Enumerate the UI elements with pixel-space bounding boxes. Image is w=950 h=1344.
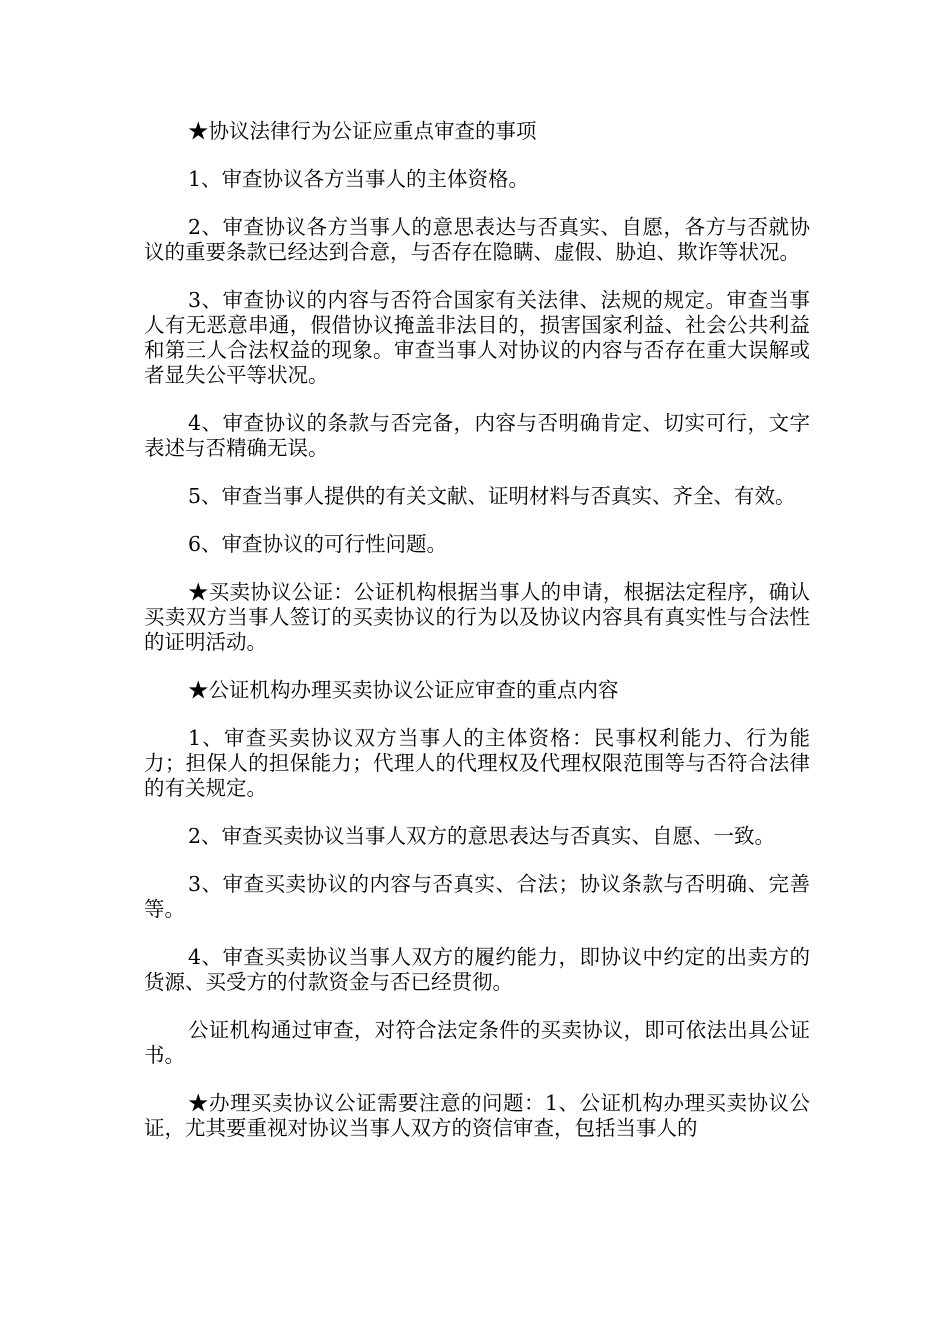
paragraph-issue-certificate: 公证机构通过审查，对符合法定条件的买卖协议，即可依法出具公证书。 [144, 1018, 810, 1067]
paragraph-item-2: 2、审查协议各方当事人的意思表达与否真实、自愿，各方与否就协议的重要条款已经达到合意，与否存在隐瞒、虚假、胁迫、欺诈等状况。 [144, 215, 810, 264]
paragraph-item-6: 6、审查协议的可行性问题。 [188, 532, 448, 556]
paragraph-item-3: 3、审查协议的内容与否符合国家有关法律、法规的规定。审查当事人有无恶意串通，假借协议掩盖非法目的，损害国家利益、社会公共利益和第三人合法权益的现象。审查当事人对协议的内容与否存在重大误解或者显失公平等状况。 [144, 288, 810, 387]
paragraph-sales-item-4: 4、审查买卖协议当事人双方的履约能力，即协议中约定的出卖方的货源、买受方的付款资金与否已经贯彻。 [144, 945, 810, 994]
paragraph-sales-item-2: 2、审查买卖协议当事人双方的意思表达与否真实、自愿、一致。 [188, 824, 776, 848]
paragraph-item-4: 4、审查协议的条款与否完备，内容与否明确肯定、切实可行，文字表述与否精确无误。 [144, 411, 810, 460]
paragraph-item-1: 1、审查协议各方当事人的主体资格。 [188, 167, 530, 191]
heading-agreement-review-items: ★协议法律行为公证应重点审查的事项 [188, 119, 537, 143]
paragraph-sales-item-1: 1、审查买卖协议双方当事人的主体资格：民事权利能力、行为能力；担保人的担保能力；代理人的代理权及代理权限范围等与否符合法律的有关规定。 [144, 726, 810, 800]
paragraph-sales-item-3: 3、审查买卖协议的内容与否真实、合法；协议条款与否明确、完善等。 [144, 872, 810, 921]
paragraph-notes-issues: ★办理买卖协议公证需要注意的问题：1、公证机构办理买卖协议公证，尤其要重视对协议当事人双方的资信审查，包括当事人的 [144, 1091, 810, 1140]
paragraph-sales-notarization-definition: ★买卖协议公证：公证机构根据当事人的申请，根据法定程序，确认买卖双方当事人签订的买卖协议的行为以及协议内容具有真实性与合法性的证明活动。 [144, 580, 810, 654]
heading-sales-review-focus: ★公证机构办理买卖协议公证应审查的重点内容 [188, 678, 619, 702]
paragraph-item-5: 5、审查当事人提供的有关文献、证明材料与否真实、齐全、有效。 [188, 484, 796, 508]
document-body [144, 119, 810, 1164]
